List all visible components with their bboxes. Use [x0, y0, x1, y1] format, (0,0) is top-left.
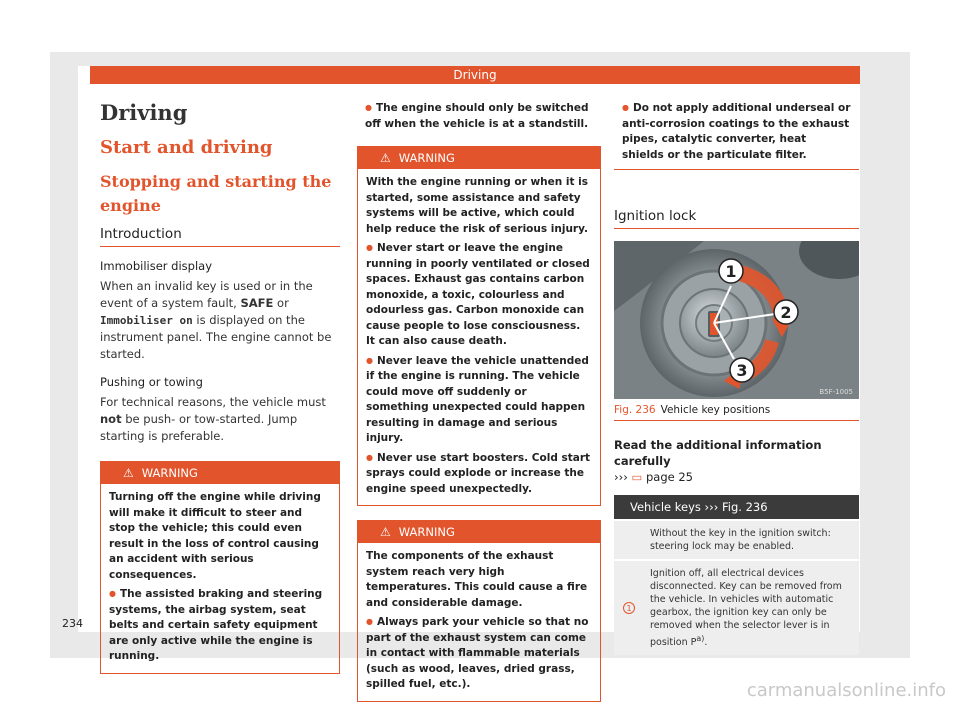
table-header: Vehicle keys ››› Fig. 236 [614, 495, 859, 519]
introduction-heading: Introduction [100, 226, 340, 247]
warning-label: WARNING [398, 525, 455, 539]
warning-box-1 [100, 461, 340, 674]
immobiliser-heading: Immobiliser display [100, 259, 213, 273]
warning-box-2 [357, 146, 601, 506]
warning-bullet: ● Always park your vehicle so that no part of the exhaust system can come in contact with flammable materials (such as wood, leaves, dried grass, spilled fuel, etc.). [366, 614, 592, 693]
vehicle-keys-table [614, 495, 859, 655]
column-middle [357, 100, 601, 702]
warning-body [358, 543, 600, 701]
immobiliser-text-b: is displayed on the instrument panel. The engine cannot be started. [100, 313, 332, 361]
reference-page: page 25 [642, 470, 693, 484]
figure-caption-text: Vehicle key positions [660, 404, 771, 416]
warning-text: The components of the exhaust system reach very high temperatures. This could cause a fire and considerable damage. [366, 550, 588, 609]
bullet-text: ● The engine should only be switched off when the vehicle is at a standstill. [365, 100, 593, 132]
warning-label: WARNING [398, 151, 455, 165]
warning-bullet: ● Never start or leave the engine running in poorly ventilated or closed spaces. Exhaust gas contains carbon monoxide, a toxic, colourless and odourless gas. Carbon monoxide can cause people to lose consciousness. It can also cause death. [366, 240, 592, 350]
section-title: Start and driving [100, 137, 273, 158]
immobiliser-text-a: When an invalid key is used or in the event of a system fault, [100, 279, 313, 310]
warning-icon: ⚠ [380, 525, 391, 539]
pushing-heading: Pushing or towing [100, 375, 203, 389]
warning-label: WARNING [141, 466, 198, 480]
page-reference-link[interactable] [614, 470, 693, 484]
warning-body [101, 484, 339, 673]
immobiliser-or: or [273, 296, 289, 310]
marker-1: 1 [725, 262, 737, 281]
row-number-cell [614, 561, 644, 655]
chapter-title: Driving [100, 100, 188, 125]
push-text-b: be push- or tow-started. Jump starting is preferable. [100, 412, 298, 443]
column-right [614, 100, 859, 655]
warning-header [358, 147, 600, 169]
warning-text: Turning off the engine while driving will make it difficult to steer and stop the vehicle; this could even result in the loss of control causing an accident with serious consequences. [109, 491, 321, 581]
figure-caption [614, 404, 859, 421]
immobiliser-on-indicator: Immobiliser on [100, 314, 193, 327]
ignition-lock-illustration [614, 241, 859, 399]
footnote-ref: a) [696, 634, 705, 643]
push-text-a: For technical reasons, the vehicle must [100, 395, 326, 409]
warning-header [101, 462, 339, 484]
warning-bullet: ● Never use start boosters. Cold start sprays could explode or increase the engine speed unexpectedly. [366, 450, 592, 498]
bullet-note [357, 100, 601, 132]
warning-box-3 [357, 520, 601, 702]
marker-3: 3 [736, 361, 748, 380]
book-icon: ▭ [631, 470, 643, 484]
read-more-note [614, 437, 859, 485]
row-text-end: . [704, 637, 708, 649]
ignition-key-figure [614, 241, 859, 399]
figure-number: Fig. 236 [614, 404, 656, 416]
warning-text: With the engine running or when it is started, some assistance and safety systems will be active, which could help reduce the risk of serious injury. [366, 176, 589, 235]
subsection-title: Stopping and starting the engine [100, 172, 332, 215]
marker-2: 2 [780, 303, 792, 322]
watermark: carmanualsonline.info [746, 680, 946, 701]
warning-icon: ⚠ [123, 466, 134, 480]
warning-body [358, 169, 600, 505]
bullet-note [614, 100, 859, 170]
figure-code: B5F-1005 [819, 388, 853, 396]
section-header: Driving [90, 66, 860, 84]
warning-icon: ⚠ [380, 151, 391, 165]
immobiliser-paragraph [100, 278, 340, 363]
page-number: 234 [62, 617, 83, 630]
row-text [644, 561, 859, 655]
table-row [614, 559, 859, 655]
ignition-lock-heading: Ignition lock [614, 208, 859, 229]
row-number-cell [614, 521, 644, 559]
reference-arrows: ››› [614, 470, 632, 484]
pushing-paragraph [100, 394, 340, 445]
position-number-icon: 1 [623, 602, 635, 614]
column-left [100, 96, 340, 674]
bullet-text: ● Do not apply additional underseal or anti-corrosion coatings to the exhaust pipes, catalytic converter, heat shields or the particulate filter. [622, 100, 851, 163]
read-more-text: Read the additional information carefully [614, 438, 822, 468]
warning-bullet: ● The assisted braking and steering systems, the airbag system, seat belts and certain safety equipment are only active while the engine is running. [109, 586, 331, 665]
row-text: Without the key in the ignition switch: steering lock may be enabled. [650, 528, 831, 552]
row-text-main: Ignition off, all electrical devices disconnected. Key can be removed from the vehicle. In vehicles with automatic gearbox, the ignition key can only be removed when the selector lever is in position P [650, 568, 842, 649]
table-row [614, 519, 859, 559]
push-not: not [100, 412, 122, 426]
safe-indicator: SAFE [240, 296, 274, 310]
warning-bullet: ● Never leave the vehicle unattended if the engine is running. The vehicle could move off suddenly or something unexpected could happen resulting in damage and serious injury. [366, 353, 592, 447]
warning-header [358, 521, 600, 543]
